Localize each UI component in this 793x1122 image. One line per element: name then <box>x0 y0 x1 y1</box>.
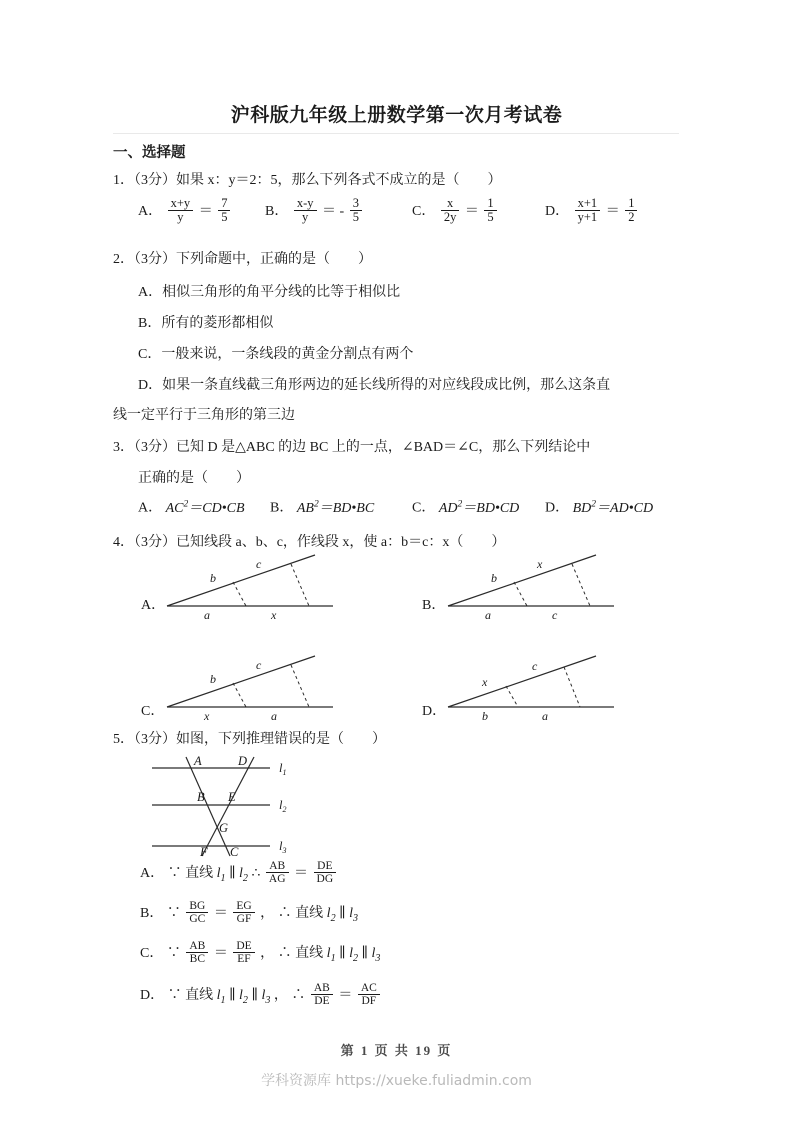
label-upper-far: c <box>256 658 262 672</box>
line-ref-l1: $l_1$ <box>216 865 226 884</box>
question-4-option-b-label: B． <box>422 598 446 613</box>
fraction-left: $\frac{x}{2y}$ <box>441 197 460 224</box>
option-label: B． <box>140 905 164 921</box>
point-label-B: B <box>197 790 205 804</box>
equals-sign: ＝ <box>605 203 620 219</box>
option-text: 直线 <box>185 987 217 1003</box>
option-formula: $BD^2=AD•CD$ <box>572 499 654 516</box>
option-label: D． <box>545 500 570 516</box>
equals-sign: ＝ <box>198 203 213 219</box>
question-1-option-d <box>545 198 639 225</box>
because-symbol: ∵ <box>166 945 181 961</box>
line-ref-l2: $l_2$ <box>326 905 336 924</box>
header-divider <box>113 133 679 134</box>
parallel-symbol: ∥ <box>339 905 346 921</box>
label-upper-near: b <box>491 571 497 585</box>
question-4-option-c-label: C． <box>141 704 165 719</box>
fraction-left: $\frac{BG}{GC}$ <box>186 900 208 925</box>
question-4-option-d-label: D． <box>422 704 447 719</box>
option-label: D． <box>545 203 570 219</box>
option-label: D． <box>140 987 165 1003</box>
option-label: B． <box>265 203 289 219</box>
parallel-symbol: ∥ <box>229 865 236 881</box>
parallel-symbol: ∥ <box>229 987 236 1003</box>
option-text: 直线 <box>295 905 327 921</box>
label-upper-far: c <box>532 659 538 673</box>
source-watermark: 学科资源库 https://xueke.fuliadmin.com <box>261 1073 532 1089</box>
therefore-symbol: ∴ <box>277 905 292 921</box>
label-lower-far: a <box>542 709 548 723</box>
question-4-diagram-d <box>444 652 624 723</box>
label-lower-near: a <box>204 608 210 622</box>
line-label-l3: $l_3$ <box>279 839 287 855</box>
comma: ， <box>260 945 275 961</box>
therefore-symbol: ∴ <box>277 945 292 961</box>
line-ref-l3: $l_3$ <box>261 987 271 1006</box>
parallel-symbol: ∥ <box>339 945 346 961</box>
option-formula: $AC^2=CD•CB$ <box>165 499 245 516</box>
question-3-option-a <box>138 497 245 519</box>
question-5-figure <box>148 752 308 857</box>
fraction-right: $\frac{DE}{EF}$ <box>233 940 254 965</box>
point-label-A: A <box>194 754 202 768</box>
label-lower-far: c <box>552 608 558 622</box>
point-label-F: F <box>200 845 208 859</box>
fraction-left: $\frac{x-y}{y}$ <box>294 197 317 224</box>
question-2-option-b: B．所有的菱形都相似 <box>138 316 274 331</box>
fraction-left: $\frac{x+y}{y}$ <box>168 197 194 224</box>
line-ref-l1: $l_1$ <box>216 987 226 1006</box>
fraction-right: $\frac{7}{5}$ <box>218 197 230 224</box>
option-text: 直线 <box>295 945 327 961</box>
line-ref-l3: $l_3$ <box>349 905 359 924</box>
fraction-left: $\frac{AB}{AG}$ <box>266 860 289 885</box>
question-2-option-a: A．相似三角形的角平分线的比等于相似比 <box>138 285 401 300</box>
question-1-stem: 1．（3分）如果 x：y＝2：5，那么下列各式不成立的是（ ） <box>113 173 502 188</box>
fraction-left: $\frac{AB}{DE}$ <box>311 982 333 1007</box>
equals-sign: ＝ <box>464 203 479 219</box>
question-5-option-b <box>140 901 358 926</box>
question-3-stem-line1: 3．（3分）已知 D 是△ABC 的边 BC 上的一点，∠BAD＝∠C，那么下列结论中 <box>113 440 591 455</box>
equals-sign: ＝ <box>213 905 228 921</box>
label-upper-near: b <box>210 571 216 585</box>
question-3-option-b <box>270 497 374 519</box>
option-formula: $AD^2=BD•CD$ <box>438 499 520 516</box>
question-5-option-c <box>140 941 380 966</box>
page-title: 沪科版九年级上册数学第一次月考试卷 <box>230 105 563 126</box>
label-lower-far: a <box>271 709 277 723</box>
line-ref-l2: $l_2$ <box>349 945 359 964</box>
therefore-symbol: ∴ <box>251 865 261 881</box>
question-4-stem: 4．（3分）已知线段 a、b、c，作线段 x，使 a：b＝c：x（ ） <box>113 535 506 550</box>
question-5-stem: 5．（3分）如图，下列推理错误的是（ ） <box>113 732 386 747</box>
fraction-right: $\frac{AC}{DF}$ <box>358 982 380 1007</box>
question-1-option-a <box>138 198 232 225</box>
option-label: A． <box>138 203 163 219</box>
label-upper-near: b <box>210 672 216 686</box>
because-symbol: ∵ <box>167 865 182 881</box>
option-label: A． <box>140 865 165 881</box>
line-ref-l2: $l_2$ <box>239 865 248 884</box>
point-label-C: C <box>230 845 239 859</box>
therefore-symbol: ∴ <box>291 987 306 1003</box>
point-label-E: E <box>228 790 236 804</box>
option-label: C． <box>140 945 164 961</box>
line-label-l1: $l_1$ <box>279 761 287 777</box>
line-ref-l1: $l_1$ <box>326 945 336 964</box>
point-label-G: G <box>219 821 229 835</box>
comma: ， <box>260 905 275 921</box>
question-3-stem-line2: 正确的是（ ） <box>138 471 250 486</box>
question-4-diagram-c <box>163 652 343 723</box>
equals-sign: ＝ <box>322 203 337 219</box>
equals-sign: ＝ <box>213 945 228 961</box>
question-5-option-a <box>140 861 338 886</box>
fraction-right: $\frac{1}{2}$ <box>625 197 637 224</box>
parallel-symbol-2: ∥ <box>361 945 368 961</box>
label-upper-near: x <box>482 675 488 689</box>
equals-sign: ＝ <box>338 987 353 1003</box>
label-upper-far: x <box>537 557 543 571</box>
fraction-left: $\frac{AB}{BC}$ <box>186 940 208 965</box>
question-3-option-d <box>545 497 653 519</box>
fraction-left: $\frac{x+1}{y+1}$ <box>575 197 601 224</box>
fraction-right: $\frac{3}{5}$ <box>350 197 362 224</box>
question-2-option-d: D．如果一条直线截三角形两边的延长线所得的对应线段成比例，那么这条直 <box>138 378 611 393</box>
section-heading: 一、选择题 <box>113 145 186 161</box>
fraction-right: $\frac{EG}{GF}$ <box>233 900 254 925</box>
line-ref-l2: $l_2$ <box>239 987 248 1006</box>
option-label: B． <box>270 500 294 516</box>
option-text: 直线 <box>185 865 217 881</box>
question-4-diagram-b <box>444 551 624 622</box>
minus-sign: - <box>339 203 345 219</box>
question-4-option-a-label: A． <box>141 598 166 613</box>
question-2-stem: 2．（3分）下列命题中，正确的是（ ） <box>113 252 372 267</box>
option-formula: $AB^2=BD•BC$ <box>296 499 375 516</box>
option-label: A． <box>138 500 163 516</box>
because-symbol: ∵ <box>167 987 182 1003</box>
label-lower-near: b <box>482 709 488 723</box>
line-ref-l3: $l_3$ <box>371 945 381 964</box>
line-label-l2: $l_2$ <box>279 798 287 814</box>
question-2-option-d-continuation: 线一定平行于三角形的第三边 <box>113 408 295 423</box>
label-upper-far: c <box>256 557 262 571</box>
option-label: C． <box>412 500 436 516</box>
page-number-footer: 第 1 页 共 19 页 <box>340 1043 453 1058</box>
label-lower-near: a <box>485 608 491 622</box>
option-label: C． <box>412 203 436 219</box>
because-symbol: ∵ <box>166 905 181 921</box>
comma: ， <box>273 987 288 1003</box>
question-5-option-d <box>140 983 382 1008</box>
parallel-symbol-2: ∥ <box>251 987 258 1003</box>
fraction-right: $\frac{1}{5}$ <box>484 197 496 224</box>
question-3-option-c <box>412 497 519 519</box>
question-1-option-b <box>265 198 364 225</box>
question-4-diagram-a <box>163 551 343 622</box>
label-lower-far: x <box>271 608 277 622</box>
equals-sign: ＝ <box>294 865 309 881</box>
fraction-right: $\frac{DE}{DG}$ <box>314 860 337 885</box>
label-lower-near: x <box>204 709 210 723</box>
question-2-option-c: C．一般来说，一条线段的黄金分割点有两个 <box>138 347 414 362</box>
question-1-option-c <box>412 198 499 225</box>
point-label-D: D <box>238 754 248 768</box>
